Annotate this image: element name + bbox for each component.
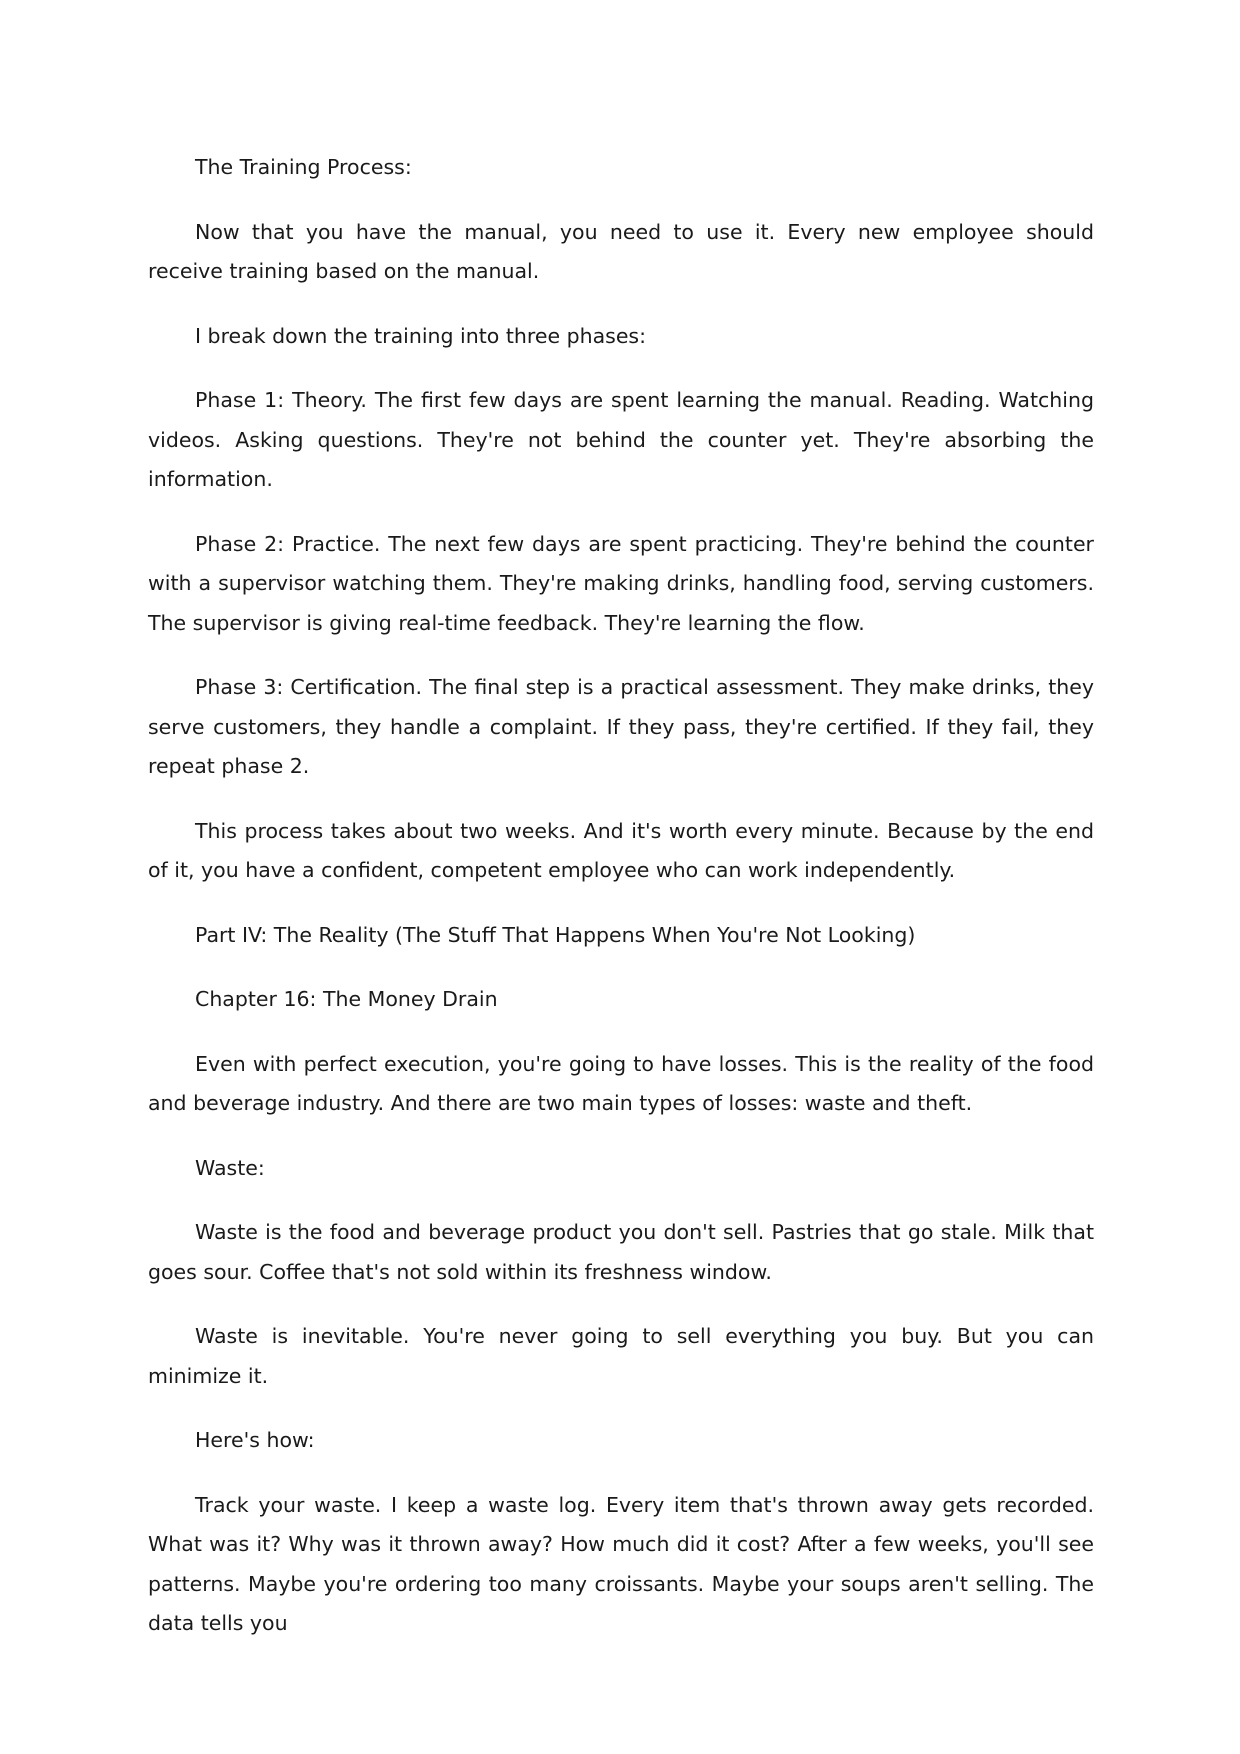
- page-body: [148, 148, 1094, 1669]
- section-heading-training-process: The Training Process:: [195, 155, 412, 179]
- paragraph-waste-definition: Waste is the food and beverage product you don't sell. Pastries that go stale. Milk that goes sour. Coffee that's not sold within its freshness window.: [148, 1220, 1094, 1284]
- paragraph-three-phases: I break down the training into three phases:: [195, 323, 647, 348]
- paragraph-waste-inevitable: Waste is inevitable. You're never going to sell everything you buy. But you can minimize it.: [148, 1324, 1094, 1388]
- part-heading: Part IV: The Reality (The Stuff That Happens When You're Not Looking): [195, 922, 916, 947]
- paragraph-phase-1: Phase 1: Theory. The first few days are spent learning the manual. Reading. Watching videos. Asking questions. They're not behind the counter yet. They're absorbing the information.: [148, 388, 1094, 491]
- paragraph-phase-2: Phase 2: Practice. The next few days are spent practicing. They're behind the counter with a supervisor watching them. They're making drinks, handling food, serving customers. The supervisor is giving real-time feedback. They're learning the flow.: [148, 531, 1094, 635]
- paragraph-track-waste: Track your waste. I keep a waste log. Every item that's thrown away gets recorded. What was it? Why was it thrown away? How much did it cost? After a few weeks, you'll see patterns. Maybe you're ordering too many croissants. Maybe your soups aren't selling. The data tells you: [148, 1492, 1094, 1635]
- chapter-heading: Chapter 16: The Money Drain: [195, 987, 498, 1011]
- paragraph-manual-intro: Now that you have the manual, you need to use it. Every new employee should receive training based on the manual.: [148, 219, 1094, 283]
- paragraph-losses: Even with perfect execution, you're going to have losses. This is the reality of the food and beverage industry. And there are two main types of losses: waste and theft.: [148, 1051, 1094, 1115]
- paragraph-heres-how: Here's how:: [195, 1428, 315, 1452]
- section-heading-waste: Waste:: [195, 1155, 265, 1180]
- paragraph-process-duration: This process takes about two weeks. And it's worth every minute. Because by the end of it, you have a confident, competent employee who can work independently.: [148, 818, 1094, 882]
- paragraph-phase-3: Phase 3: Certification. The final step is a practical assessment. They make drinks, they serve customers, they handle a complaint. If they pass, they're certified. If they fail, they repeat phase 2.: [148, 675, 1094, 778]
